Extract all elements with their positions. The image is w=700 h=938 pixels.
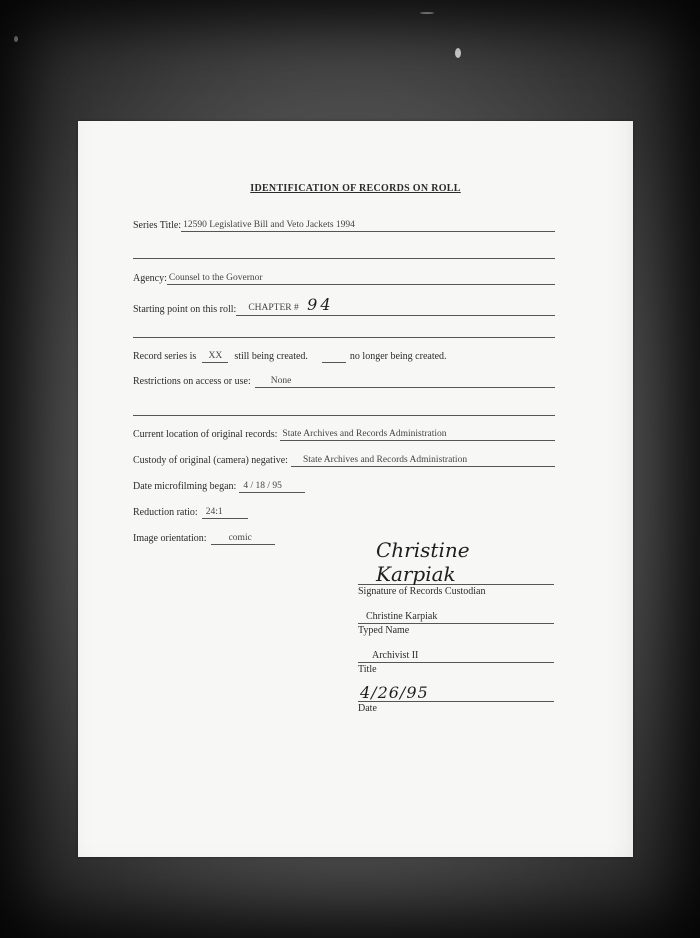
orientation-label: Image orientation: — [133, 533, 207, 544]
current-location-row — [133, 429, 555, 441]
restrictions-row — [133, 376, 555, 388]
date-line — [358, 681, 554, 702]
blank-line — [133, 258, 555, 259]
reduction-value: 24:1 — [202, 507, 248, 519]
current-location-label: Current location of original records: — [133, 429, 278, 440]
custody-value: State Archives and Records Administration — [291, 455, 555, 467]
typed-name-value: Christine Karpiak — [358, 611, 554, 624]
no-longer-text: no longer being created. — [349, 351, 447, 362]
signature-line — [358, 538, 554, 586]
custody-row — [133, 455, 555, 467]
starting-point-row — [133, 295, 555, 316]
restrictions-label: Restrictions on access or use: — [133, 376, 251, 387]
series-title-row — [133, 220, 555, 232]
starting-point-label: Starting point on this roll: — [133, 304, 237, 315]
orientation-row — [133, 533, 275, 545]
agency-row — [133, 273, 555, 285]
agency-value: Counsel to the Governor — [167, 273, 555, 285]
starting-point-field — [236, 295, 555, 316]
agency-label: Agency: — [133, 273, 167, 284]
orientation-value: comic — [211, 533, 275, 545]
blank-line — [133, 337, 555, 338]
title-label: Title — [358, 664, 377, 675]
custody-label: Custody of original (camera) negative: — [133, 455, 288, 466]
document-page — [78, 121, 633, 857]
record-series-label: Record series is — [133, 351, 197, 362]
record-series-row — [133, 350, 447, 363]
reduction-row — [133, 507, 248, 519]
blank-line — [133, 415, 555, 416]
date-label: Date — [358, 703, 377, 714]
form-heading: IDENTIFICATION OF RECORDS ON ROLL — [250, 183, 461, 194]
typed-name-label: Typed Name — [358, 625, 410, 636]
current-location-value: State Archives and Records Administration — [280, 429, 555, 441]
date-began-row — [133, 481, 305, 493]
restrictions-value: None — [255, 376, 555, 388]
starting-point-value: CHAPTER # — [248, 303, 299, 313]
signature-label: Signature of Records Custodian — [358, 586, 486, 597]
starting-point-handwritten: 94 — [307, 295, 334, 314]
series-title-value: 12590 Legislative Bill and Veto Jackets 1994 — [181, 220, 555, 232]
no-longer-mark — [322, 350, 346, 363]
date-began-value: 4 / 18 / 95 — [239, 481, 305, 493]
film-scratch — [455, 48, 461, 58]
title-value: Archivist II — [358, 650, 554, 663]
series-title-label: Series Title: — [133, 220, 182, 231]
still-created-text: still being created. — [234, 351, 308, 362]
date-began-label: Date microfilming began: — [133, 481, 237, 492]
date-handwritten: 4/26/95 — [360, 683, 429, 702]
reduction-label: Reduction ratio: — [133, 507, 198, 518]
signature-block — [358, 538, 554, 714]
film-scratch — [14, 36, 18, 42]
still-created-mark: XX — [202, 351, 228, 363]
signature-handwritten: Christine Karpiak — [376, 538, 470, 586]
film-scratch — [420, 12, 434, 14]
